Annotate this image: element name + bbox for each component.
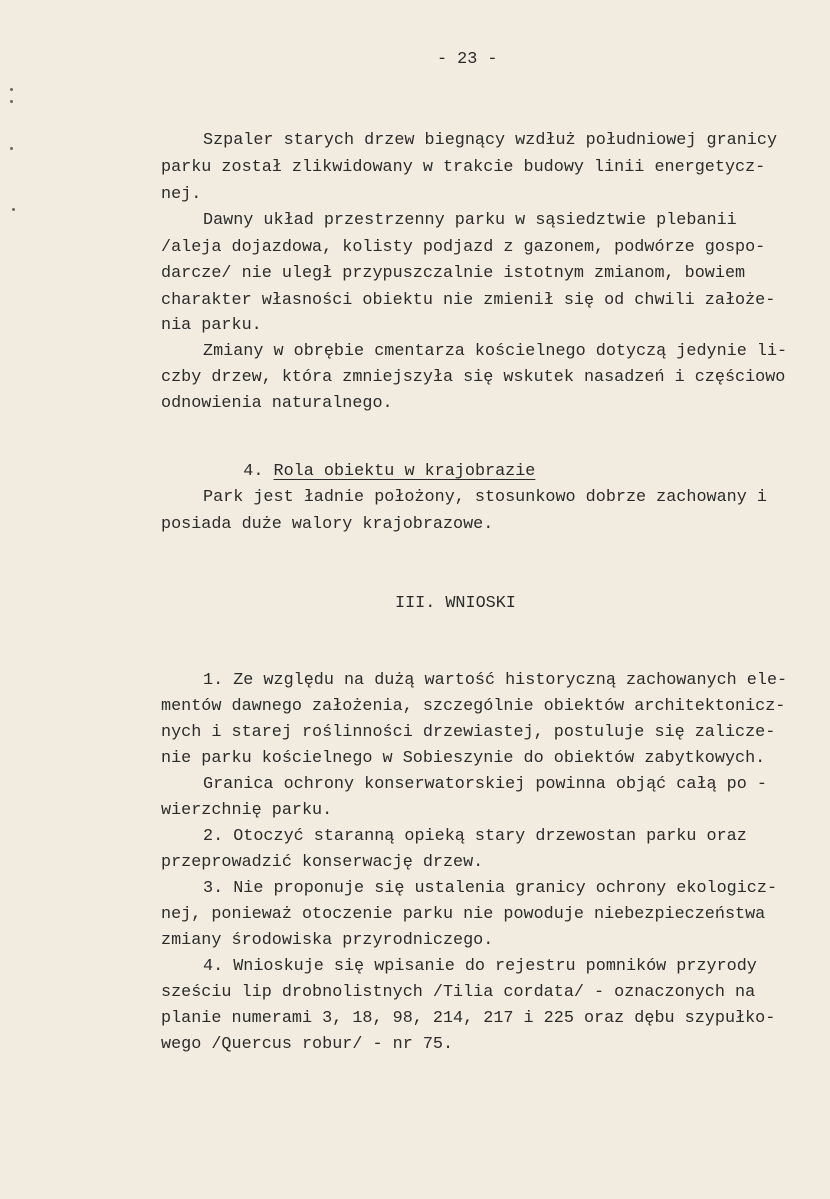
text-line: zmiany środowiska przyrodniczego. (161, 931, 494, 950)
text-line: 3. Nie proponuje się ustalenia granicy ochrony ekologicz- (203, 879, 778, 898)
section-title: Rola obiektu w krajobrazie (273, 461, 536, 481)
text-line: Zmiany w obrębie cmentarza kościelnego dotyczą jedynie li- (203, 342, 788, 361)
margin-speck (10, 88, 13, 91)
margin-speck (12, 208, 15, 211)
text-line: nej. (161, 185, 202, 204)
text-line: mentów dawnego założenia, szczególnie obiektów architektonicz- (161, 697, 786, 716)
section-number: 4. (243, 461, 264, 481)
text-line: 2. Otoczyć staranną opieką stary drzewostan parku oraz (203, 827, 747, 846)
margin-speck (10, 147, 13, 150)
text-line: nie parku kościelnego w Sobieszynie do obiektów zabytkowych. (161, 749, 766, 768)
page-number: - 23 - (437, 50, 498, 69)
text-line: nych i starej roślinności drzewiastej, postuluje się zalicze- (161, 723, 776, 742)
text-line: przeprowadzić konserwację drzew. (161, 853, 484, 872)
text-line: parku został zlikwidowany w trakcie budowy linii energetycz- (161, 158, 766, 177)
chapter-heading: III. WNIOSKI (395, 594, 516, 613)
text-line: sześciu lip drobnolistnych /Tilia cordata/ - oznaczonych na (161, 983, 756, 1002)
text-line: planie numerami 3, 18, 98, 214, 217 i 225 oraz dębu szypułko- (161, 1009, 776, 1028)
text-line: 4. Wnioskuje się wpisanie do rejestru pomników przyrody (203, 957, 757, 976)
text-line: czby drzew, która zmniejszyła się wskutek nasadzeń i częściowo (161, 368, 786, 387)
text-line: darcze/ nie uległ przypuszczalnie istotnym zmianom, bowiem (161, 264, 746, 283)
text-line: Dawny układ przestrzenny parku w sąsiedztwie plebanii (203, 211, 737, 230)
margin-speck (10, 100, 13, 103)
text-line: Park jest ładnie położony, stosunkowo dobrze zachowany i (203, 488, 767, 507)
text-line: charakter własności obiektu nie zmienił się od chwili założe- (161, 291, 776, 310)
text-line: posiada duże walory krajobrazowe. (161, 515, 494, 534)
text-line: wego /Quercus robur/ - nr 75. (161, 1035, 454, 1054)
text-line: nia parku. (161, 316, 262, 335)
text-line: Granica ochrony konserwatorskiej powinna objąć całą po - (203, 775, 767, 794)
text-line: nej, ponieważ otoczenie parku nie powoduje niebezpieczeństwa (161, 905, 766, 924)
text-line: odnowienia naturalnego. (161, 394, 393, 413)
text-line: wierzchnię parku. (161, 801, 333, 820)
text-line: 1. Ze względu na dużą wartość historyczną zachowanych ele- (203, 671, 788, 690)
text-line: /aleja dojazdowa, kolisty podjazd z gazonem, podwórze gospo- (161, 238, 766, 257)
text-line: Szpaler starych drzew biegnący wzdłuż południowej granicy (203, 131, 778, 150)
